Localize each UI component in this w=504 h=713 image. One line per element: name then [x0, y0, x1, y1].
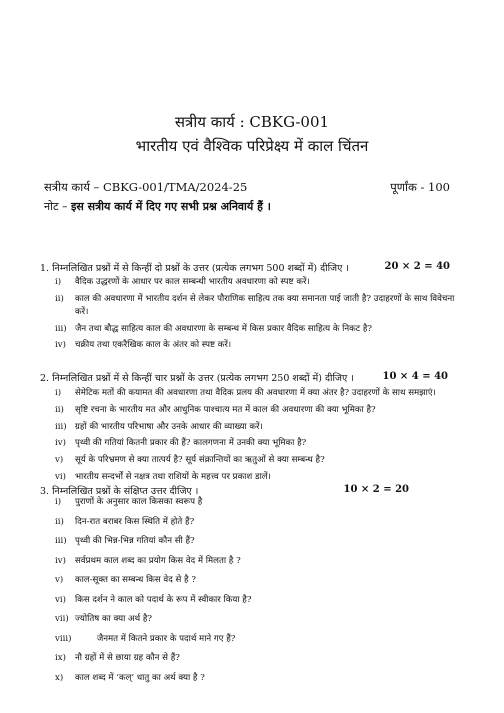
question-marks: 10 × 4 = 40 — [382, 371, 448, 382]
item-text: काल शब्द में ‘कल्’ धातु का अर्थ क्या है ? — [75, 672, 205, 683]
item-number: iv) — [55, 555, 66, 566]
list-item — [55, 387, 460, 400]
item-text: सेमेटिक मतों की कयामत की अवधारणा तथा वैदिक प्रलय की अवधारणा में क्या अंतर है? उदाहरणों के साथ समझाएं। — [75, 388, 436, 398]
list-item — [55, 516, 460, 529]
item-text: चक्रीय तथा एकरैखिक काल के अंतर को स्पष्ट करें। — [75, 340, 232, 351]
item-text: नौ ग्रहों में से छाया ग्रह कौन से हैं? — [75, 653, 180, 663]
list-item — [55, 594, 460, 607]
item-number: viii) — [55, 633, 72, 644]
course-title: भारतीय एवं वैश्विक परिप्रेक्ष्य में काल चिंतन — [135, 137, 369, 155]
list-item — [55, 276, 460, 289]
question-1-heading — [40, 261, 450, 274]
max-marks: पूर्णांक - 100 — [390, 180, 450, 194]
question-heading-text: 2. निम्नलिखित प्रश्नों में से किन्हीं चार प्रश्नों के उत्तर (प्रत्येक लगभग 250 शब्दों में) दीजिए । — [40, 373, 354, 384]
list-item — [55, 454, 460, 467]
item-number: vii) — [55, 614, 69, 624]
item-number: ii) — [55, 516, 64, 527]
assignment-title: सत्रीय कार्य : CBKG-001 — [174, 113, 330, 131]
list-item — [55, 555, 460, 568]
list-item — [55, 496, 460, 509]
item-text: दिन-रात बराबर किस स्थिति में होते हैं? — [75, 516, 195, 527]
question-3-list — [55, 496, 460, 691]
item-text: सर्वप्रथम काल शब्द का प्रयोग किस वेद में मिलता है ? — [75, 555, 241, 566]
item-text: पृथ्वी की गतियां कितनी प्रकार की हैं? कालगणना में उनकी क्या भूमिका है? — [75, 438, 307, 449]
instruction-note — [44, 199, 271, 214]
question-heading-text: 3. निम्नलिखित प्रश्नों के संक्षिप्त उत्तर दीजिए । — [40, 486, 199, 497]
item-text: भारतीय सन्दर्भों से नक्षत्र तथा राशियों के महत्त्व पर प्रकाश डालें। — [75, 471, 271, 482]
item-text: सृष्टि रचना के भारतीय मत और आधुनिक पाश्चात्य मत में काल की अवधारणा की क्या भूमिका है? — [75, 404, 376, 415]
item-text: ज्योतिष का क्या अर्थ है? — [75, 614, 153, 624]
item-number: v) — [55, 455, 64, 466]
list-item — [55, 323, 460, 336]
item-number: i) — [55, 497, 62, 507]
item-text: काल की अवधारणा में भारतीय दर्शन से लेकर पौराणिक साहित्य तक क्या समानता पाई जाती है? उदाहरणों के साथ विवेचना करें। — [75, 293, 455, 317]
list-item — [55, 672, 460, 685]
list-item — [55, 535, 460, 548]
item-text: वैदिक उद्धरणों के आधार पर काल सम्बन्धी भारतीय अवधारणा को स्पष्ट करें। — [75, 277, 310, 287]
list-item — [55, 652, 460, 665]
list-item — [55, 437, 460, 450]
item-number: iv) — [55, 340, 66, 351]
item-number: i) — [55, 277, 62, 287]
list-item — [55, 404, 460, 417]
list-item — [55, 633, 460, 646]
item-number: vi) — [55, 471, 66, 482]
item-text: पुराणों के अनुसार काल किसका स्वरूप है — [75, 497, 203, 507]
item-number: iii) — [55, 536, 67, 546]
assignment-code: सत्रीय कार्य – CBKG-001/TMA/2024-25 — [44, 180, 248, 194]
item-number: iii) — [55, 421, 67, 432]
question-heading-text: 1. निम्नलिखित प्रश्नों में से किन्हीं दो प्रश्नों के उत्तर (प्रत्येक लगभग 500 शब्दों में) दीजिए । — [40, 263, 349, 274]
question-marks: 10 × 2 = 20 — [343, 484, 409, 495]
item-number: iii) — [55, 323, 67, 334]
question-2-heading — [40, 371, 450, 384]
item-text: काल-सूक्त का सम्बन्ध किस वेद से है ? — [75, 575, 196, 585]
item-text: सूर्य के परिभ्रमण से क्या तात्पर्य है? सूर्य संक्रान्तियों का ऋतुओं से क्या सम्बन्ध है? — [75, 455, 325, 466]
question-2-list — [55, 387, 460, 488]
list-item — [55, 293, 460, 319]
note-prefix: नोट – — [44, 200, 71, 213]
item-text: पृथ्वी की भिन्न-भिन्न गतियां कौन सी हैं? — [75, 536, 195, 546]
item-number: i) — [55, 388, 62, 398]
list-item — [55, 339, 460, 352]
item-number: ix) — [55, 653, 66, 663]
question-marks: 20 × 2 = 40 — [384, 261, 450, 272]
item-number: ii) — [55, 404, 64, 415]
question-1-list — [55, 276, 460, 356]
item-number: v) — [55, 575, 64, 585]
meta-row — [44, 180, 450, 195]
item-text: जैन तथा बौद्ध साहित्य काल की अवधारणा के सम्बन्ध में किस प्रकार वैदिक साहित्य के निकट है? — [75, 323, 373, 334]
list-item — [55, 471, 460, 484]
item-number: x) — [55, 672, 64, 683]
item-number: ii) — [55, 293, 64, 304]
list-item — [55, 421, 460, 434]
note-text: इस सत्रीय कार्य में दिए गए सभी प्रश्न अनिवार्य हैं । — [71, 200, 271, 213]
item-text: जैनमत में कितने प्रकार के पदार्थ माने गए हैं? — [75, 633, 236, 644]
list-item — [55, 574, 460, 587]
item-number: iv) — [55, 438, 66, 449]
item-text: ग्रहों की भारतीय परिभाषा और उनके आधार की व्याख्या करें। — [75, 421, 263, 432]
item-text: किस दर्शन ने काल को पदार्थ के रूप में स्वीकार किया है? — [75, 594, 252, 605]
item-number: vi) — [55, 594, 66, 605]
list-item — [55, 613, 460, 626]
